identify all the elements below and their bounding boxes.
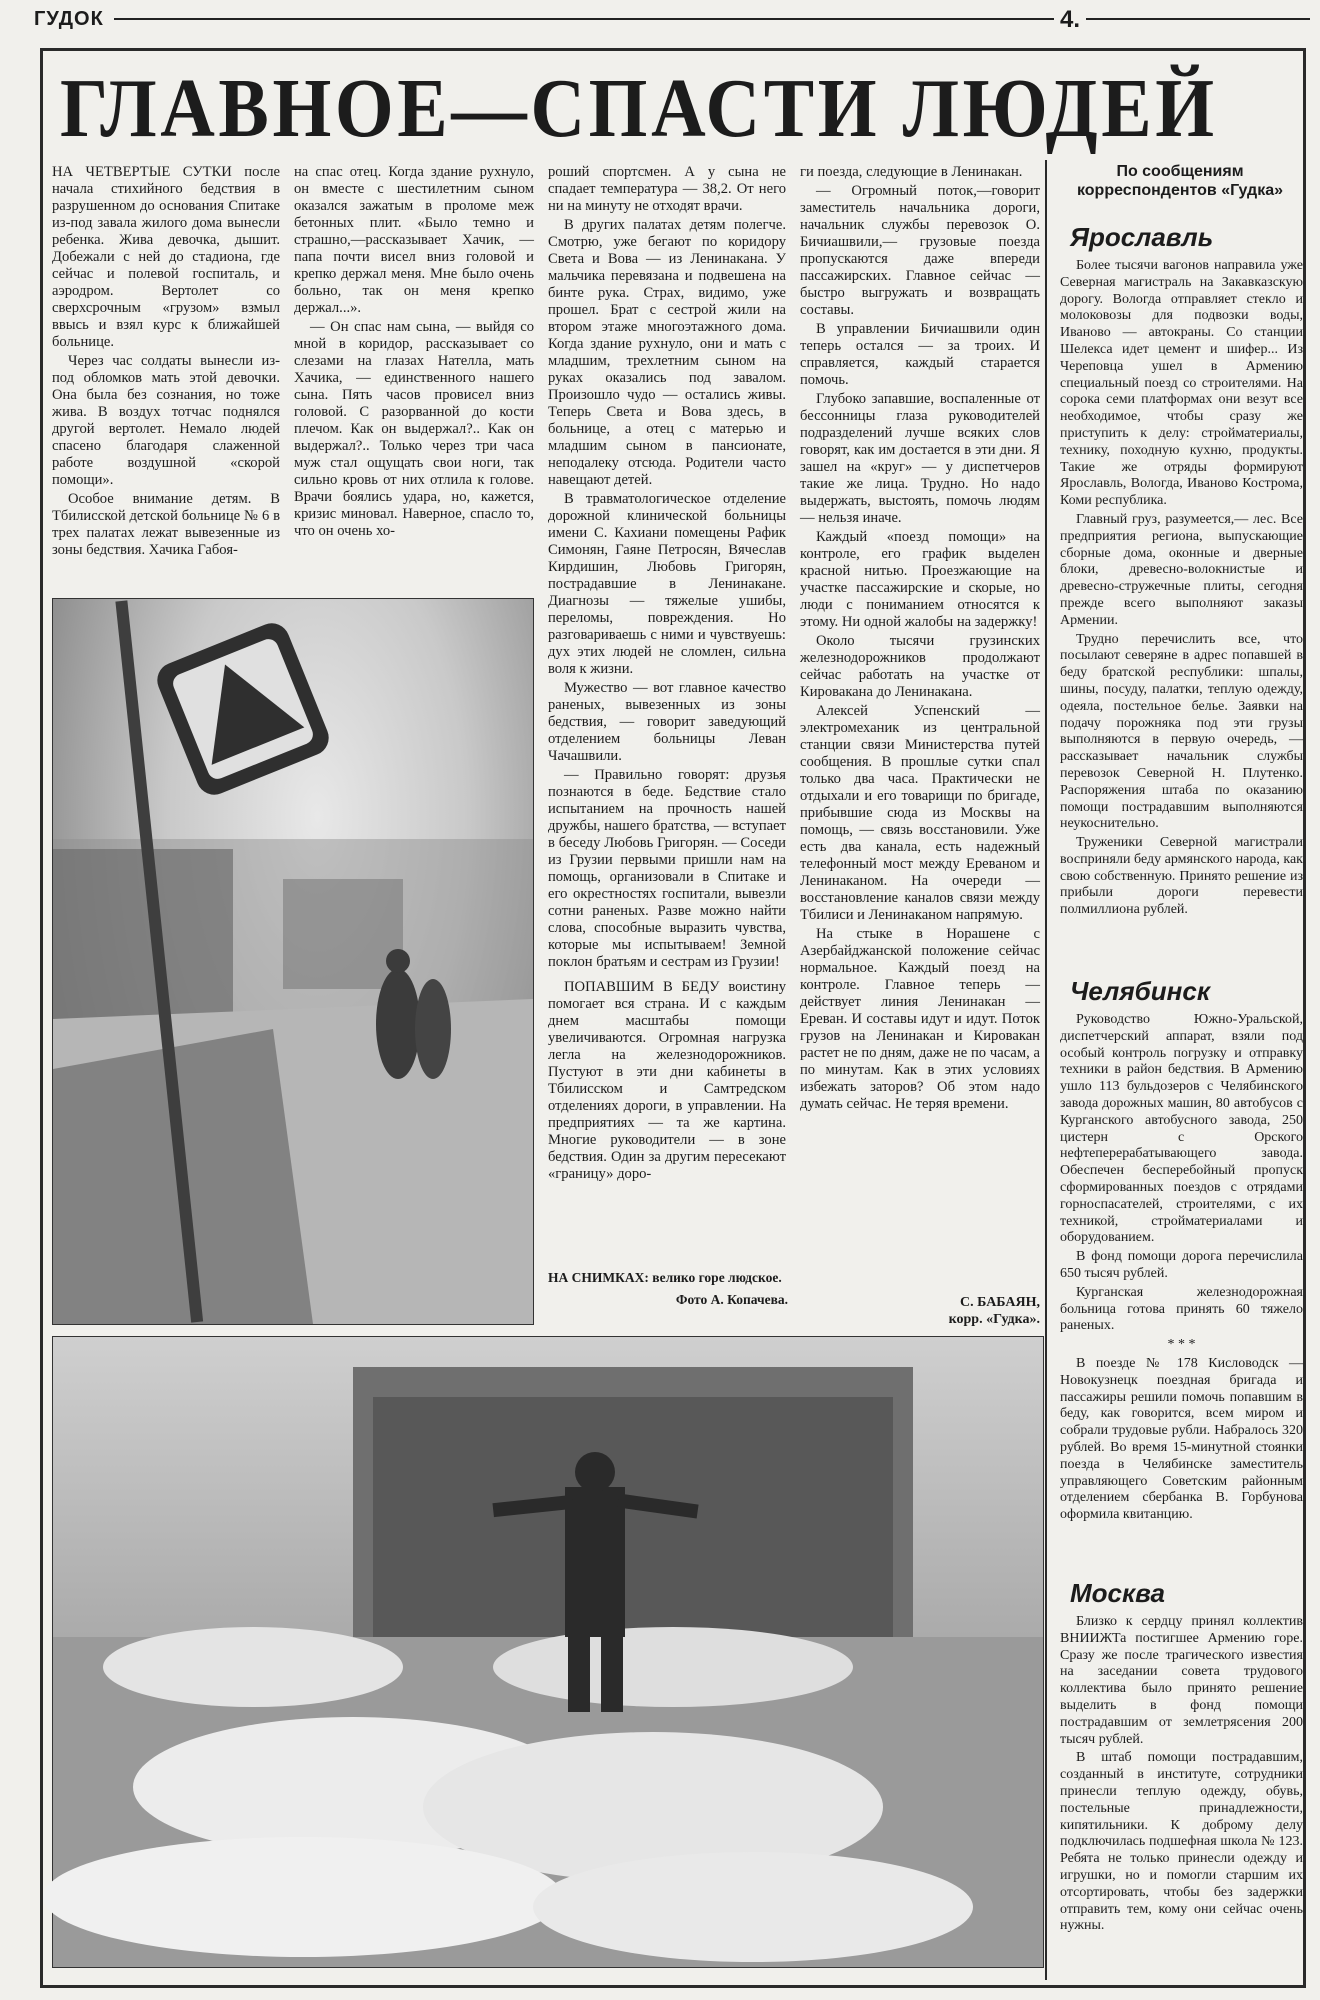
caption-text: велико горе людское. (652, 1270, 782, 1285)
separator: * * * (1167, 1337, 1196, 1353)
page-number: 4. (1054, 6, 1086, 34)
paragraph: — Огромный поток,—говорит заместитель начальника дороги, начальник службы перевозок О. Бичиашвили,— грузовые поезда пропускаются даже впереди пассажирских. Главное сейчас — быстро выгружать и возвращать составы. (800, 183, 1040, 318)
paragraph: Руководство Южно-Уральской, диспетчерский аппарат, взяли под особый контроль погрузку и отправку техники в район бедствия. В Армению ушло 113 бульдозеров с Челябинского завода дорожных машин, 80 автобусов с Курганского автобусного завода, 250 цистерн с Орского нефтеперерабатывающего завода. Обеспечен бесперебойный пропуск сформированных поездов с отрядами горноспасателей, строителями, с их техникой, стройматериалами и оборудованием. (1060, 1012, 1303, 1246)
article-column-3 (548, 164, 786, 1332)
paragraph: НА ЧЕТВЕРТЫЕ СУТКИ после начала стихийного бедствия в разрушенном до основания Спитаке из-под завала жилого дома вынесли ребенка. Жива девочка, дышит. Добежали с ней до стадиона, где сейчас и полевой госпиталь, и аэродром. Вертолет со сверхсрочным «грузом» взмыл ввысь и взял курс к ближайшей больнице. (52, 164, 280, 350)
paragraph: роший спортсмен. А у сына не спадает температура — 38,2. От него ни на минуту не отходят врачи. (548, 164, 786, 214)
paragraph: Особое внимание детям. В Тбилисской детской больнице № 6 в трех палатах лежат вывезенные из зоны бедствия. Хачика Габоя- (52, 491, 280, 558)
paragraph: В фонд помощи дорога перечислила 650 тысяч рублей. (1060, 1249, 1303, 1281)
author-name: С. БАБАЯН, (960, 1295, 1040, 1310)
photo-credit: Фото А. Копачева. (675, 1292, 788, 1307)
paragraph: ПОПАВШИМ В БЕДУ воистину помогает вся страна. И с каждым днем масштабы помощи увеличиваются. Огромная нагрузка легла на железнодорожников. Пустуют в эти дни кабинеты в Тбилисском и Самтредском отделениях дороги, в управлении. На предприятиях — та же картина. Многие руководители — в зоне бедствия. Один за другим пересекают «границу» доро- (548, 979, 786, 1182)
author-role: корр. «Гудка». (948, 1312, 1040, 1327)
photo-mourning-man-drawing (53, 1337, 1043, 1967)
paragraph: На стыке в Норашене с Азербайджанской положение сейчас нормальное. Каждый поезд на контроле. Главное теперь — действует линия Ленинакан — Ереван. И составы идут и идут. Поток грузов на Ленинакан и Кировакан растет не по дням, даже не по часам, а по минутам. Как в этих условиях избежать заторов? Об этом надо думать сейчас. Не теряя времени. (800, 926, 1040, 1112)
paragraph: на спас отец. Когда здание рухнуло, он вместе с шестилетним сыном оказался зажатым в проломе меж бетонных плит. «Было темно и страшно,—рассказывает Хачик, — папа почти висел вниз головой и крепко держал меня. Мне было очень больно, так он меня крепко держал...». (294, 164, 534, 316)
paragraph: Глубоко запавшие, воспаленные от бессонницы глаза руководителей подразделений лучше всяких слов говорят, как им достается в эти дни. Я зашел на «круг» — у диспетчеров такие же лица. Трудно. Но надо выдержать, выстоять, помочь людям — нельзя иначе. (800, 391, 1040, 526)
section-title-yaroslavl: Ярославль (1070, 222, 1214, 252)
section-title-moscow: Москва (1070, 1578, 1165, 1608)
photo-street-ruins-drawing (53, 599, 533, 1324)
paragraph: — Правильно говорят: друзья познаются в беде. Бедствие стало испытанием на прочность нашей дружбы, нашего братства, — вступает в беседу Любовь Григорян. — Соседи из Грузии первыми пришли нам на помощь, организовали в Спитаке и его окрестностях госпитали, вывезли сотни раненых. Разве можно найти слова, способные выразить чувства, которые мы испытываем! Земной поклон братьям и сестрам из Грузии! (548, 767, 786, 970)
paragraph: Труженики Северной магистрали восприняли беду армянского народа, как свою собственную. Принято решение из прибыли дороги перевести полмиллиона рублей. (1060, 835, 1303, 918)
photo-mourning-man (52, 1336, 1044, 1968)
caption-label: НА СНИМКАХ: (548, 1270, 649, 1285)
paragraph: В поезде № 178 Кисловодск — Новокузнецк поездная бригада и пассажиры решили помочь попавшим в беду, как говорится, всем миром и собрали трудовые рубли. Набралось 320 рублей. Во время 15-минутной стоянки поезда в Челябинске заместитель управляющего Советским районным отделением сбербанка В. Горбунова оформила квитанцию. (1060, 1355, 1303, 1523)
paragraph: Алексей Успенский — электромеханик из центральной станции связи Министерства путей сообщения. В прошлые сутки спал только два часа. Практически не отдыхали и его товарищи по бригаде, прибывшие сюда из Москвы на помощь, — связь восстановили. Уже есть два канала, есть надежный телефонный мост между Ереваном и Ленинаканом. На очереди — восстановление каналов связи между Тбилиси и Ленинаканом напрямую. (800, 703, 1040, 923)
paragraph: Каждый «поезд помощи» на контроле, его график выделен красной нитью. Проезжающие на участке пассажирские и скорые, но люди с пониманием относятся к этому. Ни одной жалобы на задержку! (800, 529, 1040, 630)
masthead-rule (114, 18, 1310, 20)
paragraph: Более тысячи вагонов направила уже Северная магистраль на Закавказскую дорогу. Вологда отправляет стекло и молоковозы для подвозки воды, Иваново — автокраны. Со станции Шелекса идет цемент и шифер... Из Череповца ушел в Армению специальный поезд со строителями. На сорока семи платформах они везут все необходимое, чтобы сразу же приступить к делу: стройматериалы, технику, походную кухню, продукты. Такие же отряды формируют Ярославль, Вологда, Иваново Кострома, Коми республика. (1060, 258, 1303, 509)
paragraph: Курганская железнодорожная больница готова принять 60 тяжело раненых. (1060, 1284, 1303, 1334)
paragraph: Мужество — вот главное качество раненых, вывезенных из зоны бедствия, — говорит заведующий отделением больницы Леван Чачашвили. (548, 680, 786, 764)
paragraph: В травматологическое отделение дорожной клинической больницы имени С. Кахиани помещены Рафик Симонян, Гаяне Петросян, Вячеслав Кирдишин, Любовь Григорян, пострадавшие в Ленинакане. Диагнозы — тяжелые ушибы, переломы, повреждения. Но разговариваешь с ними и чувствуешь: дух этих людей не сломлен, сильна воля к жизни. (548, 491, 786, 677)
paragraph: Трудно перечислить все, что посылают северяне в адрес попавшей в беду братской республики: шпалы, шины, посуду, палатки, теплую одежду, одеяла, постельное белье. Заявки на подачу порожняка под эти грузы выполняются в первую очередь, — рассказывает начальник службы перевозок Северной Н. Плутенко. Распоряжения штаба по оказанию помощи пострадавшим выполняются неукоснительно. (1060, 631, 1303, 832)
paragraph: — Он спас нам сына, — выйдя со мной в коридор, рассказывает со слезами на глазах Нателла, мать Хачика, — единственного нашего сына. Пять часов провисел вниз головой. С разорванной до кости плечом. Как он выдержал?.. Как он выдержал?.. Только через три часа муж стал ощущать свои ноги, так сильно кровь от них отлила к голове. Врачи боялись удара, но, кажется, кризис миновал. Наверное, спасло то, что он очень хо- (294, 319, 534, 539)
column-divider (1045, 160, 1047, 1980)
article-column-2 (294, 164, 534, 594)
sidebar-title: По сообщениям корреспондентов «Гудка» (1076, 163, 1284, 199)
paragraph: Через час солдаты вынесли из-под обломков мать этой девочки. Она была без сознания, но тоже жива. В воздух тотчас поднялся другой вертолет. Немало людей спасено благодаря слаженной работе воздушной «скорой помощи». (52, 353, 280, 488)
article-column-1 (52, 164, 280, 594)
paragraph: Около тысячи грузинских железнодорожников продолжают сейчас работать на участке от Кировакана до Ленинакана. (800, 633, 1040, 700)
paragraph: Главный груз, разумеется,— лес. Все предприятия региона, выпускающие сборные дома, оконные и дверные блоки, древесно-волокнистые и древесно-стружечные плиты, сегодня прежде всего выполняют заказы Армении. (1060, 511, 1303, 628)
newspaper-name: ГУДОК (34, 8, 104, 30)
paragraph: В других палатах детям полегче. Смотрю, уже бегают по коридору Света и Вова — из Ленинакана. У мальчика перевязана и подвешена на бинте рука. Страх, видимо, уже прошел. Брат с сестрой жили на втором этаже многоэтажного дома. Когда здание рухнуло, они и мать с младшим, трехлетним сыном на руках оказались под завалом. Произошло чудо — остались живы. Теперь Света и Вова здесь, в больнице, а отец с матерью и младшим сыном в пансионате, неподалеку отсюда. Родители часто навещают детей. (548, 217, 786, 488)
paragraph: ги поезда, следующие в Ленинакан. (800, 164, 1023, 180)
sidebar-yaroslavl (1060, 258, 1303, 960)
sidebar-chelyabinsk (1060, 1012, 1303, 1584)
sidebar-moscow (1060, 1614, 1303, 1980)
headline: ГЛАВНОЕ—СПАСТИ ЛЮДЕЙ (60, 62, 1218, 155)
article-column-4 (800, 164, 1040, 1292)
paragraph: В штаб помощи пострадавшим, созданный в институте, сотрудники принесли теплую одежду, обувь, постельные принадлежности, кипятильники. К доброму делу подключилась подшефная школа № 123. Ребята не только принесли одежду и игрушки, но и помогли старшим их отсортировать, чтобы без задержки отправить тем, кому они сейчас очень нужны. (1060, 1750, 1303, 1934)
photo-street-ruins (52, 598, 534, 1325)
paragraph: Близко к сердцу принял коллектив ВНИИЖТа постигшее Армению горе. Сразу же после трагического известия на заседании совета трудового коллектива было принято решение выделить в фонд помощи пострадавшим от землетрясения 200 тысяч рублей. (1060, 1614, 1303, 1747)
photo-caption-block (548, 1270, 788, 1308)
masthead (34, 6, 1310, 34)
section-title-chelyabinsk: Челябинск (1070, 976, 1210, 1006)
author-signature (800, 1294, 1040, 1328)
paragraph: В управлении Бичиашвили один теперь остался — за троих. И справляется, каждый старается помочь. (800, 321, 1040, 388)
